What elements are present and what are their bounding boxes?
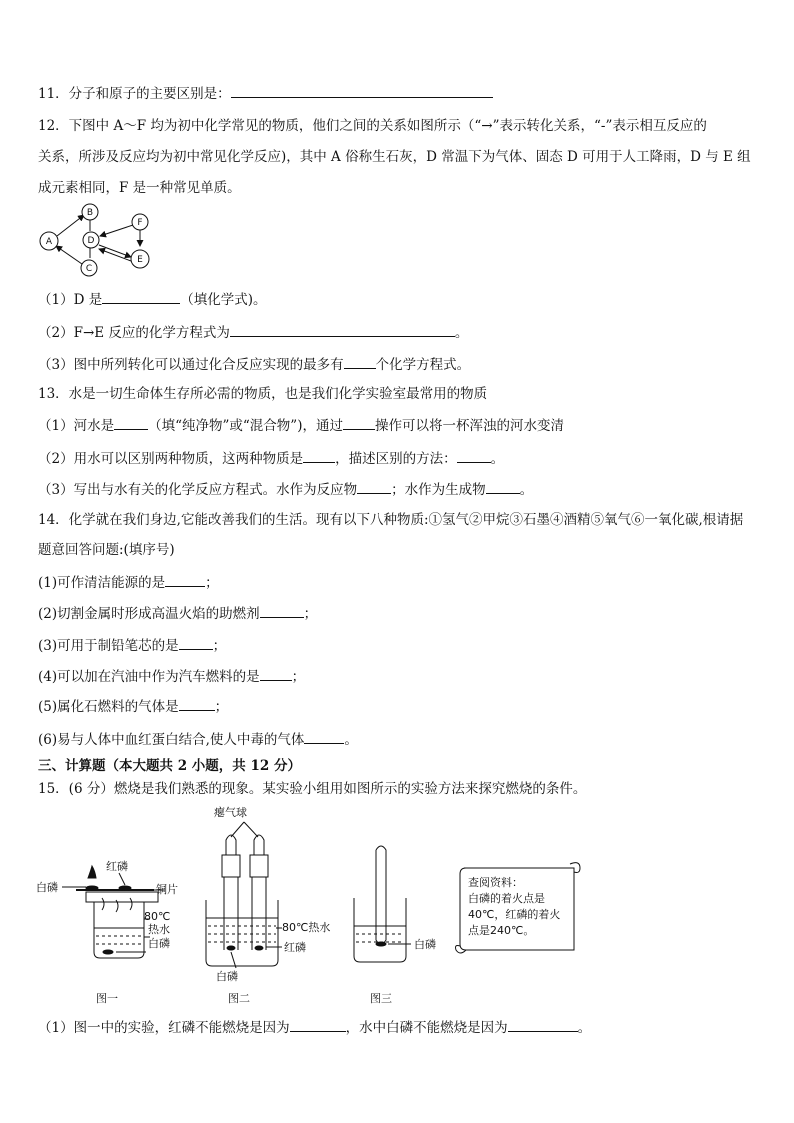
q12-line2: 关系，所涉及反应均为初中常见化学反应)，其中 A 俗称生石灰，D 常温下为气体、固态 D 可用于人工降雨，D 与 E 组 [38,149,751,165]
answer-blank[interactable] [230,324,455,337]
q14-item-end: ； [212,638,227,654]
white-p3-label: 白磷 [216,970,238,983]
q13-sub1-c: 操作可以将一杯浑浊的河水变清 [374,418,564,434]
answer-blank[interactable] [165,574,205,587]
q14-item-end: 。 [344,732,358,748]
q14-item-text: (3)可用于制铅笔芯的是 [38,638,179,654]
q13-sub3-a: （3）写出与水有关的化学反应方程式。水作为反应物 [38,482,358,498]
white-p2-label: 白磷 [148,937,170,950]
answer-blank[interactable] [231,85,493,98]
q13-sub2 [38,450,504,467]
red-p2-label: 红磷 [284,941,306,954]
node-e-label: E [137,255,143,265]
q13-sub3-b: ；水作为生成物 [391,482,486,498]
q15-sub1-a: （1）图一中的实验，红磷不能燃烧是因为 [38,1020,290,1036]
q14-item-3 [38,637,226,654]
q14-item-1 [38,574,219,591]
q12-sub2 [38,324,468,341]
q11-line [38,85,493,102]
white-p4-label: 白磷 [414,938,436,951]
q12-line3: 成元素相同，F 是一种常见单质。 [38,180,241,196]
answer-blank[interactable] [304,731,344,744]
answer-blank[interactable] [343,417,375,430]
q12-sub3-pre: （3）图中所列转化可以通过化合反应实现的最多有 [38,357,344,373]
q15-sub1-c: 。 [577,1020,592,1036]
white-p-label: 白磷 [36,881,58,894]
node-b-label: B [86,208,94,218]
fig1-caption: 图一 [96,992,118,1005]
q13-sub1-a: （1）河水是 [38,418,115,434]
hot-water2-label: 80℃热水 [282,921,331,934]
q15-experiment-figure [36,800,596,1010]
q14-item-text: (5)属化石燃料的气体是 [38,699,179,715]
answer-blank[interactable] [486,481,520,494]
hot-water-label: 热水 [148,923,170,936]
q14-item-text: (1)可作清洁能源的是 [38,575,166,591]
q14-line1: 14．化学就在我们身边,它能改善我们的生活。现有以下八种物质:①氢气②甲烷③石墨④酒精⑤氧气⑥一氧化碳,根请据 [38,512,744,528]
q14-item-end: ； [214,699,229,715]
answer-blank[interactable] [260,605,304,618]
answer-blank[interactable] [457,450,491,463]
q12-sub1 [38,291,267,308]
answer-blank[interactable] [179,698,215,711]
q14-item-text: (2)切割金属时形成高温火焰的助燃剂 [38,606,260,622]
q13-sub2-b: ，描述区别的方法： [335,451,457,467]
q15-sub1-b: ，水中白磷不能燃烧是因为 [345,1020,508,1036]
node-f-label: F [137,218,143,228]
fig2-caption: 图二 [228,992,250,1005]
q14-item-5 [38,698,228,715]
balloon-label: 瘪气球 [214,806,247,819]
q13-sub1-b: （填“纯净物”或“混合物”)，通过 [148,418,343,434]
answer-blank[interactable] [344,356,376,369]
note-line3: 40℃，红磷的着火 [468,908,561,921]
answer-blank[interactable] [290,1019,346,1032]
q14-line2: 题意回答问题:(填序号) [38,542,175,558]
node-d-label: D [87,236,95,246]
q14-item-6 [38,731,358,748]
q13-line1: 13．水是一切生命体生存所必需的物质，也是我们化学实验室最常用的物质 [38,386,488,402]
q14-item-end: ； [303,606,318,622]
q12-relation-diagram [36,200,166,278]
q12-sub1-post: （填化学式)。 [180,292,267,308]
answer-blank[interactable] [260,668,292,681]
red-p-label: 红磷 [106,860,128,873]
q12-sub3 [38,356,470,373]
q13-sub3-c: 。 [519,482,534,498]
q12-sub2-pre: （2）F→E 反应的化学方程式为 [38,325,230,341]
q15-sub1 [38,1019,591,1036]
q12-line1: 12．下图中 A～F 均为初中化学常见的物质，他们之间的关系如图所示（“→”表示转化关系，“-”表示相互反应的 [38,118,707,134]
answer-blank[interactable] [303,450,335,463]
answer-blank[interactable] [114,417,148,430]
note-line4: 点是240℃。 [468,924,535,937]
q15-line1: 15．(6 分）燃烧是我们熟悉的现象。某实验小组用如图所示的实验方法来探究燃烧的条件。 [38,781,587,797]
q11-text: 11．分子和原子的主要区别是： [38,86,231,102]
section-title: 三、计算题（本大题共 2 小题，共 12 分） [38,758,301,774]
q13-sub1 [38,417,564,434]
q14-item-text: (4)可以加在汽油中作为汽车燃料的是 [38,669,260,685]
note-line1: 查阅资料： [468,876,523,889]
answer-blank[interactable] [179,637,213,650]
q14-item-end: ； [291,669,306,685]
copper-label: 铜片 [156,883,178,896]
q14-item-end: ； [205,575,219,591]
q14-item-4 [38,668,305,685]
fig3-caption: 图三 [370,992,392,1005]
q12-sub1-pre: （1）D 是 [38,292,103,308]
answer-blank[interactable] [508,1019,578,1032]
q13-sub3 [38,481,533,498]
note-line2: 白磷的着火点是 [468,892,545,905]
node-c-label: C [85,264,93,274]
q14-item-2 [38,605,317,622]
q13-sub2-a: （2）用水可以区别两种物质，这两种物质是 [38,451,304,467]
temp-label: 80℃ [144,910,171,923]
answer-blank[interactable] [357,481,391,494]
node-a-label: A [45,237,53,247]
q12-sub2-post: 。 [454,325,469,341]
q12-sub3-post: 个化学方程式。 [375,357,471,373]
q14-item-text: (6)易与人体中血红蛋白结合,使人中毒的气体 [38,732,305,748]
q13-sub2-c: 。 [490,451,505,467]
answer-blank[interactable] [102,291,180,304]
